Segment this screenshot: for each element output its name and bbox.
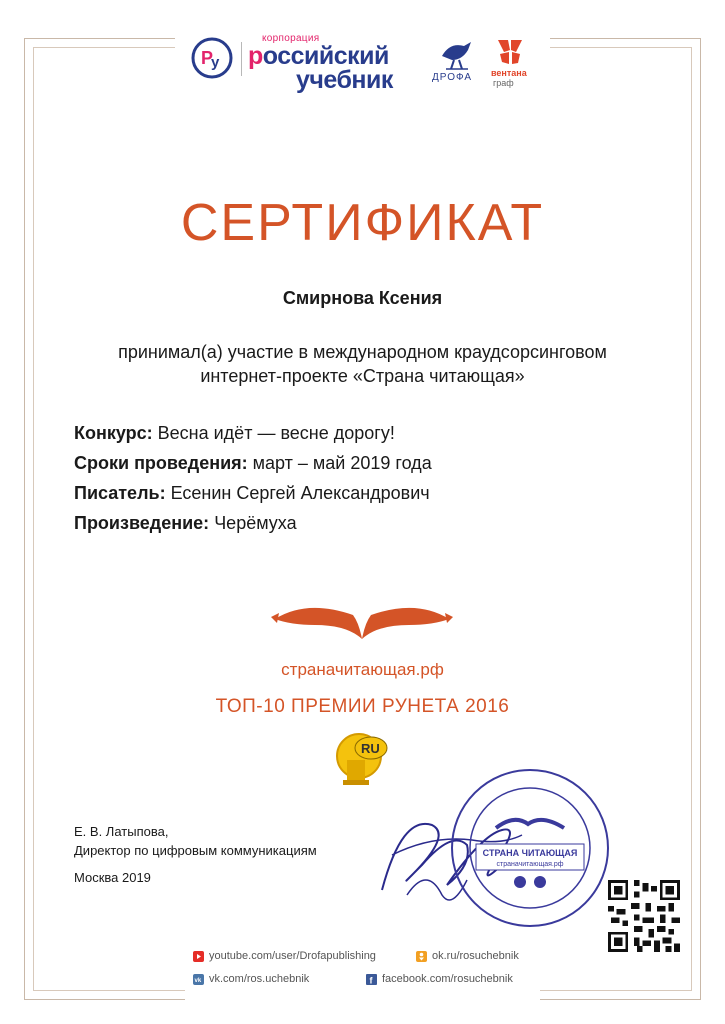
- svg-text:P: P: [201, 48, 214, 68]
- detail-writer: [74, 478, 432, 508]
- youtube-link[interactable]: [193, 950, 376, 962]
- svg-text:f: f: [369, 975, 373, 985]
- drofa-bird-icon: [438, 36, 474, 70]
- detail-label: Писатель:: [74, 483, 166, 503]
- facebook-icon: [366, 974, 377, 985]
- detail-label: Произведение:: [74, 513, 210, 533]
- svg-text:СТРАНА ЧИТАЮЩАЯ: СТРАНА ЧИТАЮЩАЯ: [482, 848, 578, 858]
- ok-link-text: ok.ru/rosuchebnik: [432, 950, 519, 962]
- detail-contest: [74, 418, 432, 448]
- participation-line-2: интернет-проекте «Страна читающая»: [200, 366, 525, 386]
- corp-name-accent: р: [248, 42, 263, 70]
- signer-position: Директор по цифровым коммуникациям: [74, 843, 317, 858]
- rossiyskiy-uchebnik-logo-icon: [191, 37, 233, 79]
- detail-label: Конкурс:: [74, 423, 153, 443]
- facebook-link-text: facebook.com/rosuchebnik: [382, 973, 513, 985]
- youtube-link-text: youtube.com/user/Drofapublishing: [209, 950, 376, 962]
- facebook-link[interactable]: [366, 973, 513, 985]
- svg-text:vk: vk: [194, 977, 202, 984]
- vk-icon: [193, 974, 204, 985]
- vk-link-text: vk.com/ros.uchebnik: [209, 973, 310, 985]
- ventana-graf-icon: [494, 36, 526, 66]
- corp-name-line2: учебник: [296, 66, 393, 94]
- odnoklassniki-icon: [416, 951, 427, 962]
- qr-code-icon: [608, 880, 680, 952]
- logo-divider: [241, 42, 242, 76]
- signer-name: Е. В. Латыпова,: [74, 824, 169, 839]
- drofa-label: ДРОФА: [432, 72, 473, 83]
- social-mask: [185, 938, 540, 1000]
- signer-block: [74, 822, 317, 860]
- corp-name-rest: оссийский: [262, 42, 389, 70]
- detail-work: [74, 508, 432, 538]
- detail-dates: [74, 448, 432, 478]
- ventana-label: вентана: [491, 68, 527, 78]
- runet-award-icon: [333, 730, 393, 788]
- open-book-logo-icon: [267, 597, 457, 645]
- city-year: Москва 2019: [74, 870, 151, 885]
- award-text: ТОП-10 ПРЕМИИ РУНЕТА 2016: [215, 696, 510, 717]
- youtube-icon: [193, 951, 204, 962]
- detail-value: Черёмуха: [214, 513, 297, 533]
- project-stamp-icon: [448, 766, 612, 930]
- project-site: страначитающая.рф: [281, 660, 444, 679]
- vk-link[interactable]: [193, 973, 309, 985]
- participation-line-1: принимал(а) участие в международном краудсорсинговом: [118, 342, 607, 362]
- certificate-details: [74, 418, 432, 538]
- certificate-title: СЕРТИФИКАТ: [180, 194, 545, 252]
- svg-text:RU: RU: [361, 741, 380, 756]
- detail-value: Весна идёт — весне дорогу!: [157, 423, 395, 443]
- svg-text:страначитающая.рф: страначитающая.рф: [496, 861, 564, 868]
- detail-value: март – май 2019 года: [252, 453, 432, 473]
- logo-bar: [186, 32, 531, 94]
- participation-text: [60, 340, 665, 388]
- corp-small-label: корпорация: [262, 33, 320, 44]
- detail-label: Сроки проведения:: [74, 453, 248, 473]
- ok-link[interactable]: [416, 950, 519, 962]
- graf-label: граф: [493, 78, 514, 88]
- svg-text:y: y: [211, 54, 220, 71]
- detail-value: Есенин Сергей Александрович: [170, 483, 430, 503]
- recipient-name: Смирнова Ксения: [282, 288, 443, 308]
